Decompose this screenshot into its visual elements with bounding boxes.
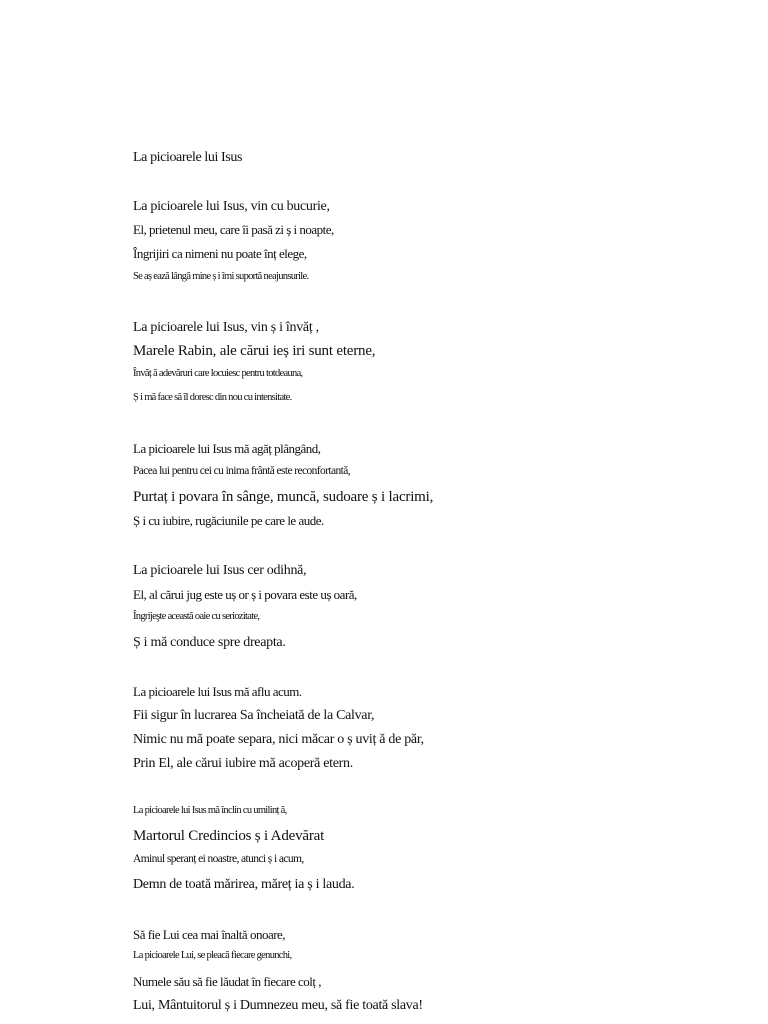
stanza-5-line-4: Prin El, ale cărui iubire mă acoperă etern.	[133, 756, 353, 771]
stanza-4-line-4: Ș i mă conduce spre dreapta.	[133, 635, 286, 650]
stanza-2-line-3: Învăț ă adevăruri care locuiesc pentru totdeauna,	[133, 368, 303, 379]
poem-title: La picioarele lui Isus	[133, 150, 242, 165]
stanza-5-line-1: La picioarele lui Isus mă aflu acum.	[133, 684, 302, 699]
stanza-2-line-4: Ș i mă face să îl doresc din nou cu intensitate.	[133, 392, 292, 403]
stanza-1-line-1: La picioarele lui Isus, vin cu bucurie,	[133, 199, 330, 214]
stanza-7-line-1: Să fie Lui cea mai înaltă onoare,	[133, 927, 286, 942]
stanza-3-line-1: La picioarele lui Isus mă agăț plângând,	[133, 441, 321, 456]
stanza-5-line-3: Nimic nu mă poate separa, nici măcar o ș uviț ă de păr,	[133, 732, 424, 747]
stanza-3-line-4: Ș i cu iubire, rugăciunile pe care le aude.	[133, 513, 324, 528]
stanza-2-line-1: La picioarele lui Isus, vin ș i învăț ,	[133, 320, 319, 335]
stanza-6-line-2: Martorul Credincios ș i Adevărat	[133, 828, 325, 844]
stanza-7-line-2: La picioarele Lui, se pleacă fiecare genunchi,	[133, 950, 292, 961]
stanza-6-line-1: La picioarele lui Isus mă înclin cu umilinț ă,	[133, 805, 287, 816]
stanza-1-line-4: Se aș ează lângă mine ș i îmi suportă neajunsurile.	[133, 271, 309, 282]
stanza-3-line-2: Pacea lui pentru cei cu inima frântă este reconfortantă,	[133, 465, 351, 477]
stanza-2-line-2: Marele Rabin, ale cărui ieș iri sunt eterne,	[133, 343, 376, 359]
stanza-4-line-2: El, al cărui jug este uș or ș i povara este uș oară,	[133, 587, 357, 602]
stanza-4-line-1: La picioarele lui Isus cer odihnă,	[133, 563, 307, 578]
stanza-7-line-4: Lui, Mântuitorul ș i Dumnezeu meu, să fie toată slava!	[133, 998, 423, 1013]
stanza-1-line-2: El, prietenul meu, care îi pasă zi ș i noapte,	[133, 222, 334, 237]
stanza-4-line-3: Îngrijeşte această oaie cu seriozitate,	[133, 611, 260, 622]
stanza-6-line-3: Aminul speranț ei noastre, atunci ș i acum,	[133, 853, 304, 865]
stanza-6-line-4: Demn de toată mărirea, măreț ia ș i lauda.	[133, 877, 355, 892]
stanza-5-line-2: Fii sigur în lucrarea Sa încheiată de la Calvar,	[133, 708, 375, 723]
stanza-3-line-3: Purtaț i povara în sânge, muncă, sudoare ș i lacrimi,	[133, 489, 434, 505]
stanza-1-line-3: Îngrijiri ca nimeni nu poate înț elege,	[133, 246, 307, 261]
stanza-7-line-3: Numele său să fie lăudat în fiecare colț ,	[133, 974, 321, 989]
